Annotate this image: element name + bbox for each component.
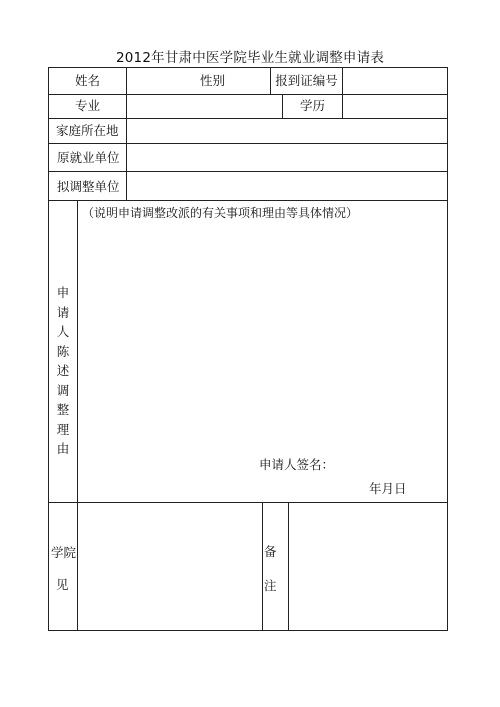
- statement-side-label: 申请人陈述调整理由: [56, 285, 70, 456]
- original-employer-value[interactable]: [130, 148, 444, 168]
- remarks-label-2: 注: [264, 578, 277, 593]
- college-opinion-area[interactable]: [82, 508, 258, 626]
- college-opinion-label-1: 学院: [51, 545, 77, 560]
- original-employer-label: 原就业单位: [57, 150, 120, 165]
- gender-label: 性别: [200, 73, 226, 88]
- statement-date-label: 年月日: [369, 481, 407, 496]
- major-value[interactable]: [130, 99, 280, 115]
- report-no-label: 报到证编号: [275, 73, 338, 88]
- remarks-area[interactable]: [292, 508, 444, 626]
- remarks-label-1: 备: [264, 544, 277, 559]
- home-location-value[interactable]: [130, 122, 444, 140]
- target-employer-value[interactable]: [130, 176, 444, 196]
- major-label: 专业: [74, 98, 100, 113]
- form-title: 2012年甘肃中医学院毕业生就业调整申请表: [115, 50, 385, 66]
- applicant-signature-label: 申请人签名：: [259, 457, 335, 472]
- education-value[interactable]: [345, 99, 445, 115]
- target-employer-label: 拟调整单位: [57, 179, 120, 194]
- statement-text-area[interactable]: [82, 226, 444, 448]
- home-location-label: 家庭所在地: [56, 123, 119, 138]
- education-label: 学历: [299, 98, 325, 113]
- statement-instruction: （说明申请调整改派的有关事项和理由等具体情况）: [82, 206, 359, 220]
- report-no-value[interactable]: [345, 74, 445, 90]
- name-label: 姓名: [74, 73, 100, 88]
- college-opinion-label-2: 见: [56, 577, 69, 592]
